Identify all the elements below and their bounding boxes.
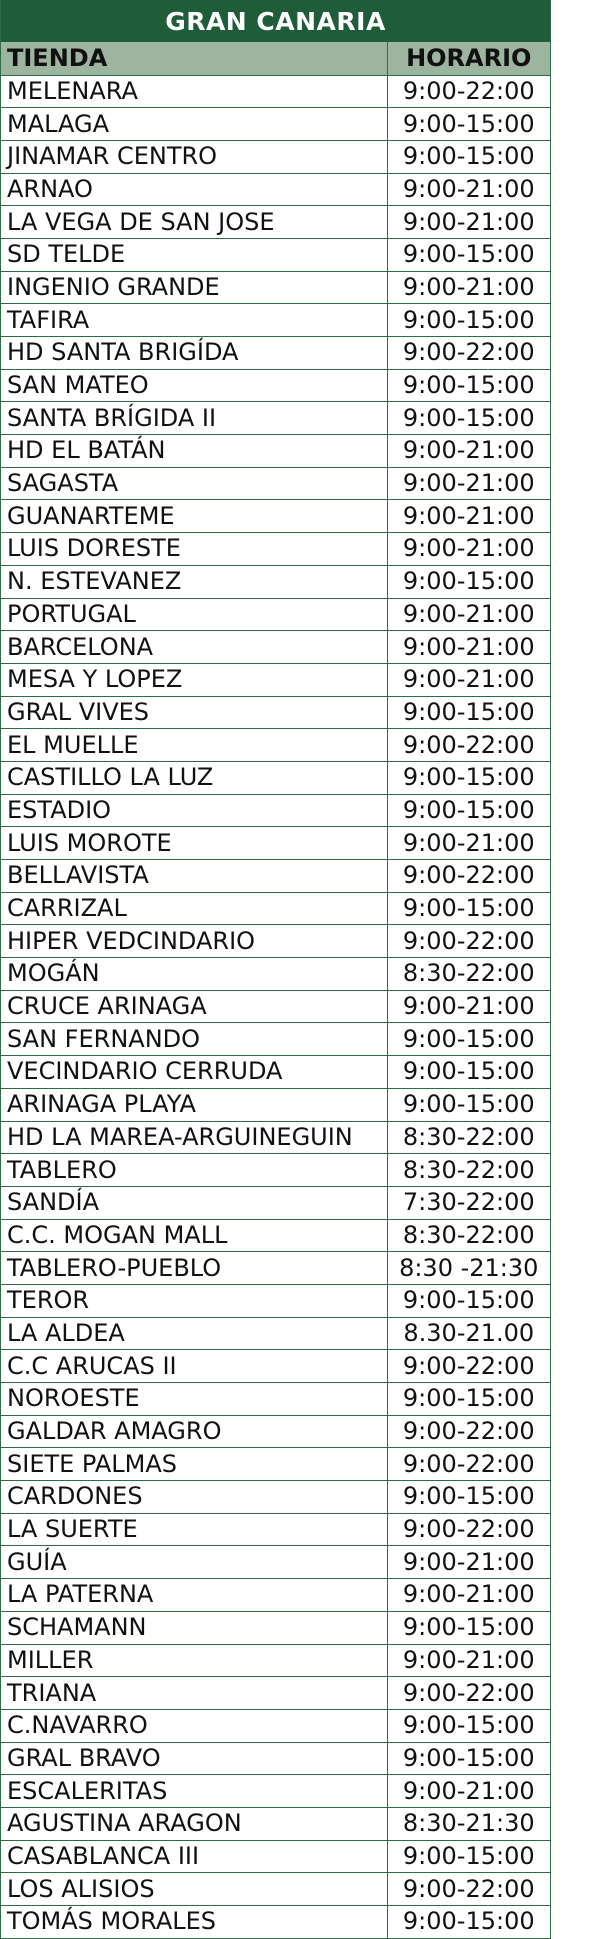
table-row (1, 794, 550, 827)
store-hours: 9:00-22:00 (387, 337, 550, 370)
store-hours: 9:00-22:00 (387, 1415, 550, 1448)
table-row (1, 304, 550, 337)
table-row (1, 1775, 550, 1808)
table-row (1, 435, 550, 468)
store-hours: 9:00-15:00 (387, 1383, 550, 1416)
store-hours: 9:00-22:00 (387, 1448, 550, 1481)
table-row (1, 402, 550, 435)
store-name: BARCELONA (1, 631, 387, 664)
table-row (1, 696, 550, 729)
store-hours: 9:00-15:00 (387, 402, 550, 435)
table-row (1, 761, 550, 794)
table-row (1, 173, 550, 206)
store-name: SANDÍA (1, 1186, 387, 1219)
store-name: TEROR (1, 1284, 387, 1317)
store-hours: 9:00-22:00 (387, 1677, 550, 1710)
table-row (1, 271, 550, 304)
store-name: SANTA BRÍGIDA II (1, 402, 387, 435)
table-row (1, 1284, 550, 1317)
store-hours: 9:00-21:00 (387, 206, 550, 239)
column-header-store: TIENDA (1, 42, 387, 75)
table-row (1, 1644, 550, 1677)
store-name: NOROESTE (1, 1383, 387, 1416)
store-hours: 9:00-21:00 (387, 271, 550, 304)
column-header-hours: HORARIO (387, 42, 550, 75)
store-hours: 9:00-21:00 (387, 990, 550, 1023)
table-row (1, 1742, 550, 1775)
store-hours: 9:00-15:00 (387, 304, 550, 337)
store-hours: 9:00-21:00 (387, 533, 550, 566)
store-hours: 9:00-15:00 (387, 696, 550, 729)
table-row (1, 827, 550, 860)
store-hours: 8:30-22:00 (387, 1154, 550, 1187)
store-name: VECINDARIO CERRUDA (1, 1056, 387, 1089)
store-name: INGENIO GRANDE (1, 271, 387, 304)
store-hours: 9:00-22:00 (387, 75, 550, 108)
store-name: JINAMAR CENTRO (1, 140, 387, 173)
table-row (1, 958, 550, 991)
store-name: N. ESTEVANEZ (1, 565, 387, 598)
table-row (1, 860, 550, 893)
store-name: TAFIRA (1, 304, 387, 337)
store-hours: 7:30-22:00 (387, 1186, 550, 1219)
store-hours: 9:00-22:00 (387, 925, 550, 958)
store-name: SIETE PALMAS (1, 1448, 387, 1481)
store-hours: 9:00-15:00 (387, 1742, 550, 1775)
store-name: CASABLANCA III (1, 1840, 387, 1873)
store-name: SAN MATEO (1, 369, 387, 402)
store-name: GRAL VIVES (1, 696, 387, 729)
store-name: HIPER VEDCINDARIO (1, 925, 387, 958)
store-name: HD EL BATÁN (1, 435, 387, 468)
store-hours: 9:00-21:00 (387, 1644, 550, 1677)
table-row (1, 337, 550, 370)
store-hours: 9:00-21:00 (387, 1579, 550, 1612)
store-name: GRAL BRAVO (1, 1742, 387, 1775)
table-row (1, 1415, 550, 1448)
table-row (1, 1677, 550, 1710)
store-hours: 8.30-21.00 (387, 1317, 550, 1350)
store-hours: 9:00-15:00 (387, 892, 550, 925)
store-name: TABLERO-PUEBLO (1, 1252, 387, 1285)
table-row (1, 925, 550, 958)
table-row (1, 631, 550, 664)
store-name: LUIS MOROTE (1, 827, 387, 860)
table-row (1, 1611, 550, 1644)
store-hours: 8:30-22:00 (387, 958, 550, 991)
store-name: MESA Y LOPEZ (1, 663, 387, 696)
store-hours: 9:00-15:00 (387, 565, 550, 598)
store-hours: 9:00-15:00 (387, 1840, 550, 1873)
table-row (1, 598, 550, 631)
store-hours: 9:00-15:00 (387, 108, 550, 141)
store-hours: 9:00-21:00 (387, 173, 550, 206)
table-row (1, 1317, 550, 1350)
store-hours: 9:00-21:00 (387, 467, 550, 500)
table-header-row (1, 42, 550, 75)
table-row (1, 1481, 550, 1514)
store-name: C.NAVARRO (1, 1709, 387, 1742)
store-hours: 9:00-21:00 (387, 827, 550, 860)
table-row (1, 729, 550, 762)
store-hours: 9:00-15:00 (387, 140, 550, 173)
store-hours: 9:00-21:00 (387, 435, 550, 468)
store-hours: 9:00-15:00 (387, 794, 550, 827)
store-hours: 9:00-15:00 (387, 1088, 550, 1121)
store-hours: 8:30-21:30 (387, 1807, 550, 1840)
table-row (1, 565, 550, 598)
store-name: LUIS DORESTE (1, 533, 387, 566)
store-hours: 9:00-22:00 (387, 1513, 550, 1546)
store-name: ARNAO (1, 173, 387, 206)
store-name: HD SANTA BRIGÍDA (1, 337, 387, 370)
store-name: HD LA MAREA-ARGUINEGUIN (1, 1121, 387, 1154)
table-row (1, 1350, 550, 1383)
store-name: MILLER (1, 1644, 387, 1677)
table-row (1, 206, 550, 239)
store-hours: 9:00-21:00 (387, 598, 550, 631)
table-row (1, 1219, 550, 1252)
table-row (1, 1252, 550, 1285)
table-row (1, 1383, 550, 1416)
store-hours: 9:00-15:00 (387, 761, 550, 794)
store-name: MOGÁN (1, 958, 387, 991)
store-hours: 8:30-22:00 (387, 1219, 550, 1252)
store-hours: 9:00-22:00 (387, 729, 550, 762)
store-name: GUÍA (1, 1546, 387, 1579)
store-hours: 9:00-15:00 (387, 1611, 550, 1644)
store-hours: 9:00-15:00 (387, 1481, 550, 1514)
store-name: GUANARTEME (1, 500, 387, 533)
store-hours: 9:00-22:00 (387, 1873, 550, 1906)
store-hours: 9:00-15:00 (387, 1709, 550, 1742)
table-row (1, 1906, 550, 1939)
table-row (1, 1448, 550, 1481)
table-row (1, 663, 550, 696)
store-name: GALDAR AMAGRO (1, 1415, 387, 1448)
table-row (1, 1154, 550, 1187)
store-hours: 9:00-15:00 (387, 1023, 550, 1056)
table-row (1, 1186, 550, 1219)
table-row (1, 1546, 550, 1579)
store-name: TRIANA (1, 1677, 387, 1710)
store-hours: 9:00-15:00 (387, 1056, 550, 1089)
store-name: TOMÁS MORALES (1, 1906, 387, 1939)
store-hours: 9:00-15:00 (387, 238, 550, 271)
store-name: TABLERO (1, 1154, 387, 1187)
store-hours: 9:00-21:00 (387, 631, 550, 664)
table-row (1, 1121, 550, 1154)
store-hours: 9:00-15:00 (387, 369, 550, 402)
table-row (1, 1023, 550, 1056)
region-title: GRAN CANARIA (1, 0, 550, 42)
store-name: MELENARA (1, 75, 387, 108)
store-name: CRUCE ARINAGA (1, 990, 387, 1023)
table-row (1, 1088, 550, 1121)
store-hours: 9:00-21:00 (387, 1775, 550, 1808)
store-name: CARRIZAL (1, 892, 387, 925)
store-name: LOS ALISIOS (1, 1873, 387, 1906)
store-name: ESTADIO (1, 794, 387, 827)
table-row (1, 1807, 550, 1840)
table-row (1, 238, 550, 271)
store-name: EL MUELLE (1, 729, 387, 762)
store-name: BELLAVISTA (1, 860, 387, 893)
store-name: LA PATERNA (1, 1579, 387, 1612)
store-name: MALAGA (1, 108, 387, 141)
store-name: ESCALERITAS (1, 1775, 387, 1808)
store-name: C.C ARUCAS II (1, 1350, 387, 1383)
store-hours: 9:00-21:00 (387, 500, 550, 533)
store-hours: 9:00-22:00 (387, 860, 550, 893)
store-hours: 9:00-15:00 (387, 1284, 550, 1317)
store-hours: 9:00-15:00 (387, 1906, 550, 1939)
store-hours-table (1, 42, 550, 1939)
store-hours: 8:30 -21:30 (387, 1252, 550, 1285)
store-name: AGUSTINA ARAGON (1, 1807, 387, 1840)
store-name: CARDONES (1, 1481, 387, 1514)
store-hours: 9:00-22:00 (387, 1350, 550, 1383)
store-name: PORTUGAL (1, 598, 387, 631)
table-row (1, 108, 550, 141)
table-row (1, 533, 550, 566)
table-row (1, 140, 550, 173)
store-name: CASTILLO LA LUZ (1, 761, 387, 794)
store-name: SD TELDE (1, 238, 387, 271)
store-name: LA SUERTE (1, 1513, 387, 1546)
table-row (1, 1056, 550, 1089)
table-row (1, 1873, 550, 1906)
table-row (1, 1840, 550, 1873)
table-row (1, 1579, 550, 1612)
store-name: SAN FERNANDO (1, 1023, 387, 1056)
table-row (1, 892, 550, 925)
store-hours: 8:30-22:00 (387, 1121, 550, 1154)
table-row (1, 369, 550, 402)
table-row (1, 990, 550, 1023)
store-name: SCHAMANN (1, 1611, 387, 1644)
table-body (1, 75, 550, 1938)
store-hours: 9:00-21:00 (387, 1546, 550, 1579)
store-name: SAGASTA (1, 467, 387, 500)
store-name: LA ALDEA (1, 1317, 387, 1350)
store-hours: 9:00-21:00 (387, 663, 550, 696)
table-row (1, 500, 550, 533)
table-row (1, 1709, 550, 1742)
table-row (1, 75, 550, 108)
store-name: C.C. MOGAN MALL (1, 1219, 387, 1252)
store-name: LA VEGA DE SAN JOSE (1, 206, 387, 239)
table-row (1, 1513, 550, 1546)
table-row (1, 467, 550, 500)
store-name: ARINAGA PLAYA (1, 1088, 387, 1121)
